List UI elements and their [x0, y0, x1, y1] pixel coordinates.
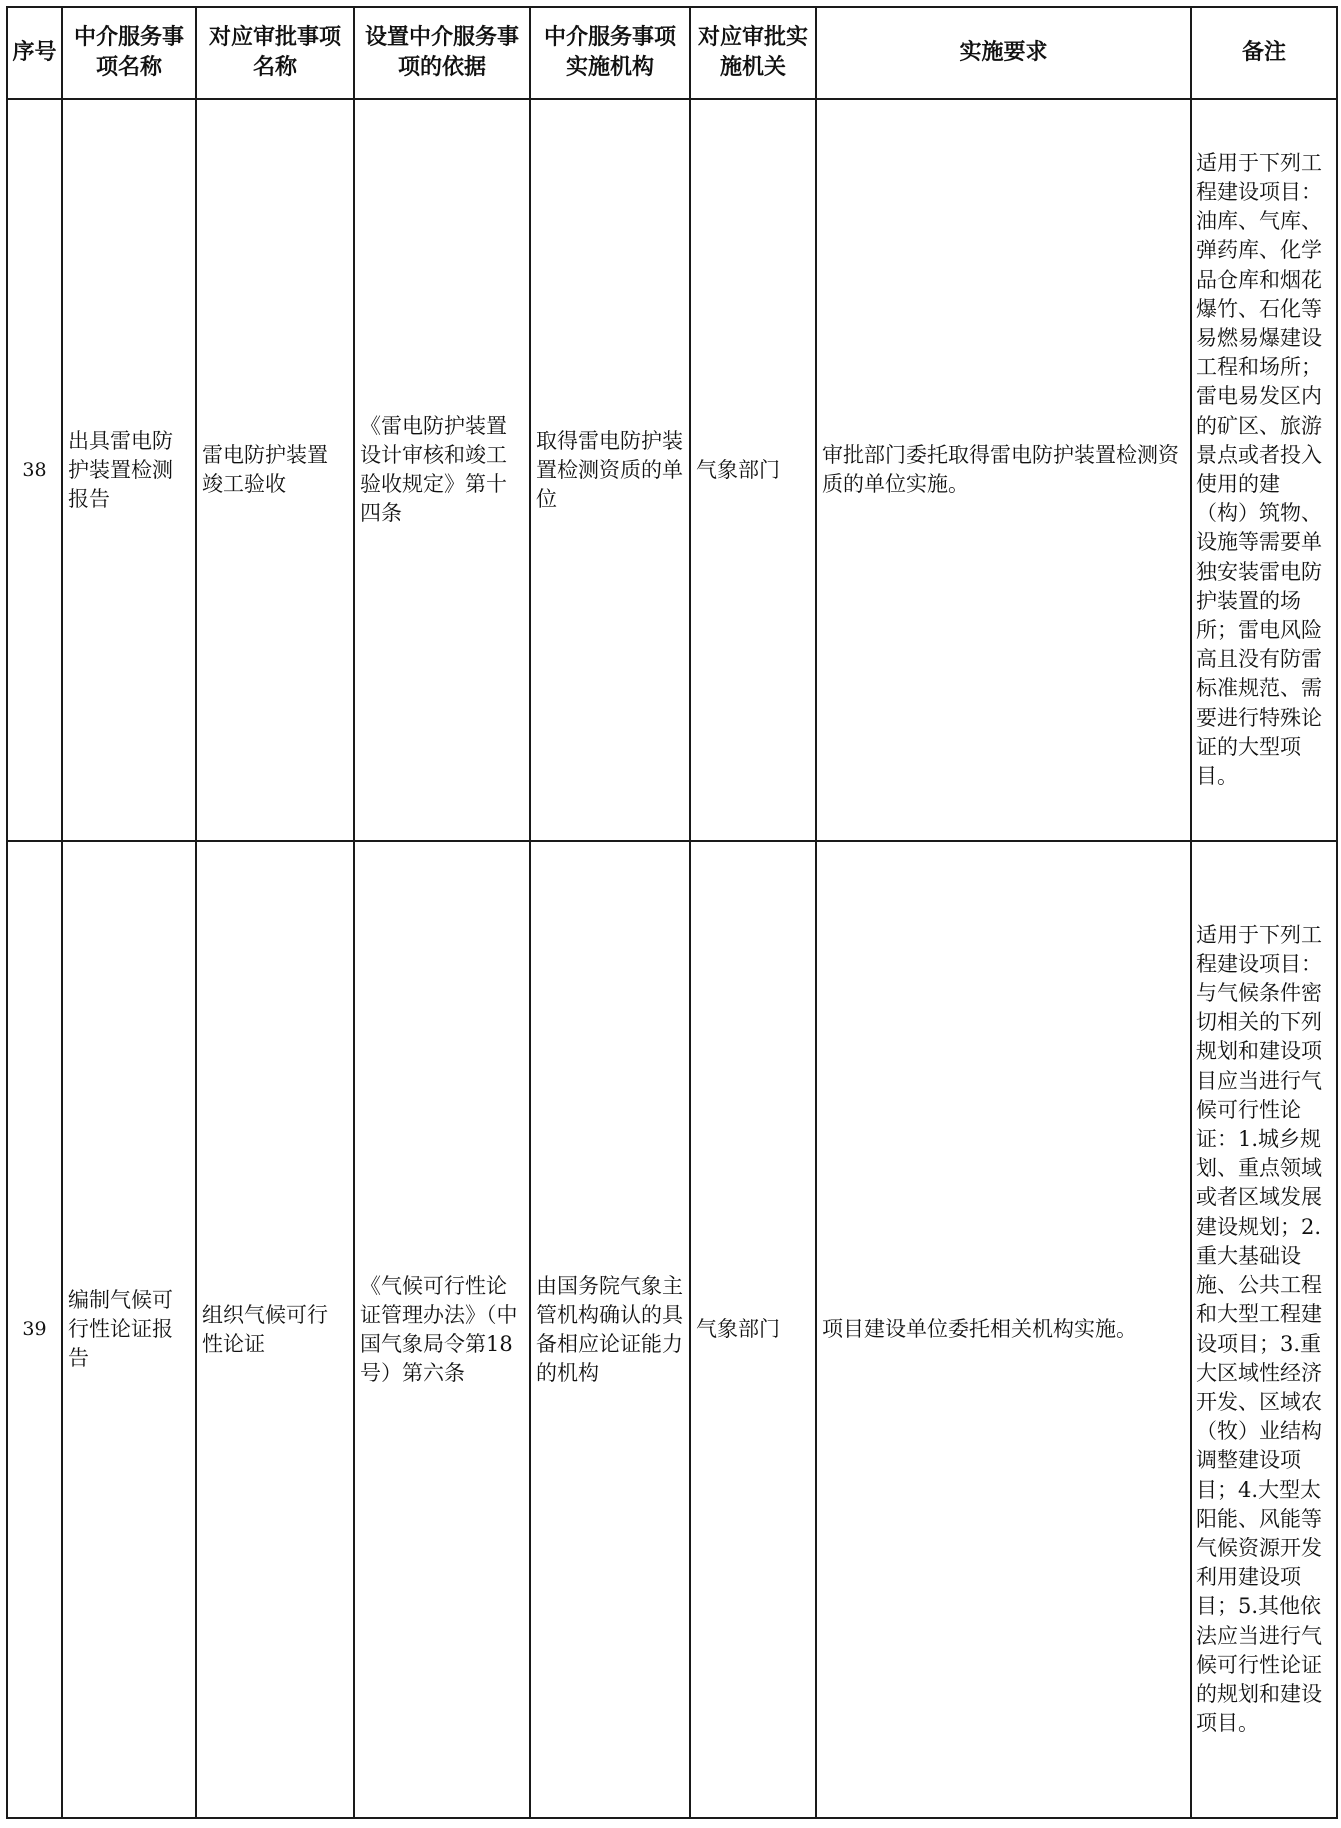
cell-approval-name	[196, 99, 354, 841]
provider-value: 由国务院气象主管机构确认的具备相应论证能力的机构	[536, 1273, 683, 1385]
authority-value: 气象部门	[696, 1317, 780, 1341]
header-service-name	[62, 7, 196, 99]
cell-remark	[1191, 841, 1337, 1818]
service-name-value: 出具雷电防护装置检测报告	[68, 428, 173, 511]
header-authority-label: 对应审批实施机关	[697, 25, 808, 80]
document-page	[6, 6, 1336, 1819]
cell-service-name	[62, 99, 196, 841]
header-approval-name	[196, 7, 354, 99]
header-seq	[7, 7, 62, 99]
header-basis	[354, 7, 530, 99]
remark-value: 适用于下列工程建设项目：与气候条件密切相关的下列规划和建设项目应当进行气候可行性论证：1.城乡规划、重点领域或者区域发展建设规划；2.重大基础设施、公共工程和大型工程建设项目；3.重大区域性经济开发、区域农（牧）业结构调整建设项目；4.大型太阳能、风能等气候资源开发利用建设项目；5.其他依法应当进行气候可行性论证的规划和建设项目。	[1196, 922, 1322, 1736]
header-row	[7, 7, 1337, 99]
seq-value: 38	[22, 458, 47, 481]
table-row	[7, 99, 1337, 841]
basis-value: 《气候可行性论证管理办法》（中国气象局令第18号）第六条	[360, 1273, 518, 1385]
header-provider	[530, 7, 690, 99]
authority-value: 气象部门	[696, 457, 780, 482]
header-requirement-label: 实施要求	[959, 40, 1048, 65]
header-remark-label: 备注	[1241, 40, 1286, 65]
cell-seq	[7, 99, 62, 841]
header-basis-label: 设置中介服务事项的依据	[364, 25, 519, 80]
header-provider-label: 中介服务事项实施机构	[543, 25, 676, 80]
seq-value: 39	[22, 1318, 47, 1340]
intermediary-services-table	[6, 6, 1338, 1819]
provider-value: 取得雷电防护装置检测资质的单位	[536, 428, 683, 511]
cell-authority	[690, 99, 816, 841]
header-authority	[690, 7, 816, 99]
header-requirement	[816, 7, 1191, 99]
header-remark	[1191, 7, 1337, 99]
basis-value: 《雷电防护装置设计审核和竣工验收规定》第十四条	[360, 414, 507, 525]
header-seq-label: 序号	[12, 40, 57, 65]
cell-authority	[690, 841, 816, 1818]
cell-service-name	[62, 841, 196, 1818]
cell-basis	[354, 99, 530, 841]
header-approval-name-label: 对应审批事项名称	[208, 25, 341, 80]
approval-name-value: 雷电防护装置竣工验收	[202, 443, 328, 496]
remark-value: 适用于下列工程建设项目：油库、气库、弹药库、化学品仓库和烟花爆竹、石化等易燃易爆建设工程和场所；雷电易发区内的矿区、旅游景点或者投入使用的建（构）筑物、设施等需要单独安装雷电防护装置的场所；雷电风险高且没有防雷标准规范、需要进行特殊论证的大型项目。	[1196, 150, 1322, 789]
cell-basis	[354, 841, 530, 1818]
cell-seq	[7, 841, 62, 1818]
cell-approval-name	[196, 841, 354, 1818]
requirement-value: 项目建设单位委托相关机构实施。	[822, 1317, 1137, 1341]
cell-provider	[530, 99, 690, 841]
header-service-name-label: 中介服务事项名称	[73, 25, 184, 80]
service-name-value: 编制气候可行性论证报告	[68, 1288, 173, 1370]
table-row	[7, 841, 1337, 1818]
cell-provider	[530, 841, 690, 1818]
cell-requirement	[816, 99, 1191, 841]
cell-remark	[1191, 99, 1337, 841]
cell-requirement	[816, 841, 1191, 1818]
approval-name-value: 组织气候可行性论证	[202, 1302, 328, 1356]
requirement-value: 审批部门委托取得雷电防护装置检测资质的单位实施。	[822, 443, 1179, 496]
